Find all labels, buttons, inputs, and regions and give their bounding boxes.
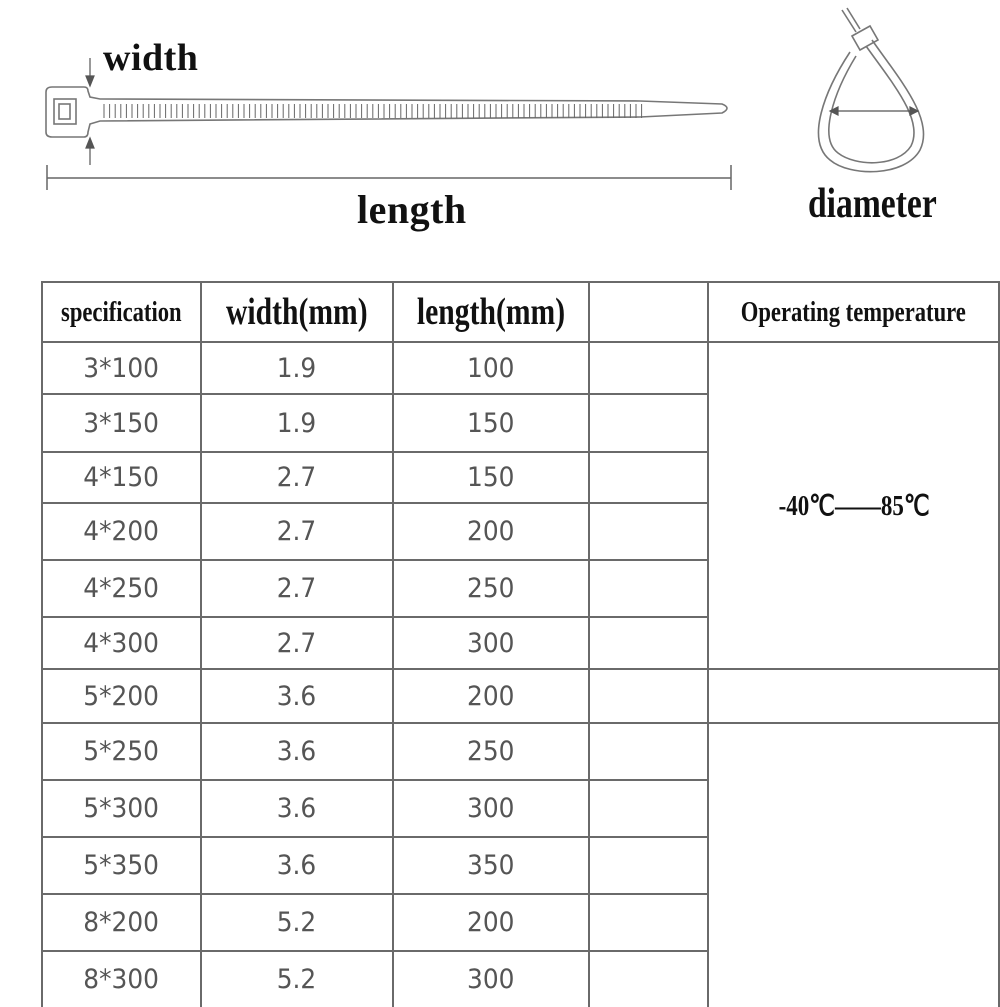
cell-width: 2.7: [201, 503, 394, 560]
cell-spec: 5*300: [42, 780, 201, 837]
cell-length: 150: [393, 394, 588, 452]
cable-tie-loop-icon: [819, 8, 924, 172]
cell-length: 300: [393, 780, 588, 837]
cell-length: 300: [393, 617, 588, 669]
cell-empty: [589, 723, 709, 780]
cell-spec: 4*200: [42, 503, 201, 560]
cell-width: 3.6: [201, 837, 394, 894]
header-length: length(mm): [393, 282, 588, 342]
cell-operating-temperature: -40℃——85℃: [708, 342, 999, 669]
cell-spec: 5*250: [42, 723, 201, 780]
cell-length: 150: [393, 452, 588, 503]
cell-empty: [589, 560, 709, 617]
length-label: length: [357, 187, 467, 232]
cell-length: 350: [393, 837, 588, 894]
cell-length: 250: [393, 560, 588, 617]
diameter-label: diameter: [808, 181, 937, 227]
cell-length: 200: [393, 503, 588, 560]
header-empty: [589, 282, 709, 342]
cell-spec: 8*300: [42, 951, 201, 1007]
cell-width: 3.6: [201, 780, 394, 837]
header-operating-temperature: Operating temperature: [708, 282, 999, 342]
cell-empty: [589, 669, 709, 723]
cell-width: 3.6: [201, 669, 394, 723]
cell-spec: 5*200: [42, 669, 201, 723]
width-label: width: [103, 37, 199, 79]
cell-empty: [589, 617, 709, 669]
cell-width: 5.2: [201, 894, 394, 951]
cell-empty: [589, 452, 709, 503]
cell-empty: [589, 394, 709, 452]
cell-temp-empty: [708, 669, 999, 723]
header-specification: specification: [42, 282, 201, 342]
cable-tie-teeth: [104, 104, 642, 118]
cell-length: 250: [393, 723, 588, 780]
cell-spec: 8*200: [42, 894, 201, 951]
cell-spec: 3*100: [42, 342, 201, 394]
cell-width: 2.7: [201, 452, 394, 503]
cell-width: 2.7: [201, 560, 394, 617]
diameter-arrow-icon: [830, 107, 918, 115]
cell-temp-empty: [708, 723, 999, 1007]
cell-spec: 4*300: [42, 617, 201, 669]
cell-length: 200: [393, 669, 588, 723]
cell-spec: 4*150: [42, 452, 201, 503]
table-row: [42, 669, 999, 723]
cell-width: 5.2: [201, 951, 394, 1007]
cell-width: 1.9: [201, 394, 394, 452]
cell-length: 100: [393, 342, 588, 394]
cell-spec: 5*350: [42, 837, 201, 894]
cell-width: 1.9: [201, 342, 394, 394]
cell-width: 2.7: [201, 617, 394, 669]
cell-spec: 4*250: [42, 560, 201, 617]
cell-empty: [589, 894, 709, 951]
header-width: width(mm): [201, 282, 394, 342]
cell-empty: [589, 342, 709, 394]
cell-spec: 3*150: [42, 394, 201, 452]
cell-length: 200: [393, 894, 588, 951]
spec-table: [41, 281, 1000, 1007]
table-row: [42, 342, 999, 394]
cell-width: 3.6: [201, 723, 394, 780]
width-arrows-icon: [86, 58, 94, 165]
cell-empty: [589, 780, 709, 837]
table-header-row: [42, 282, 999, 342]
cell-empty: [589, 951, 709, 1007]
cell-length: 300: [393, 951, 588, 1007]
table-row: [42, 723, 999, 780]
cell-empty: [589, 503, 709, 560]
cell-empty: [589, 837, 709, 894]
